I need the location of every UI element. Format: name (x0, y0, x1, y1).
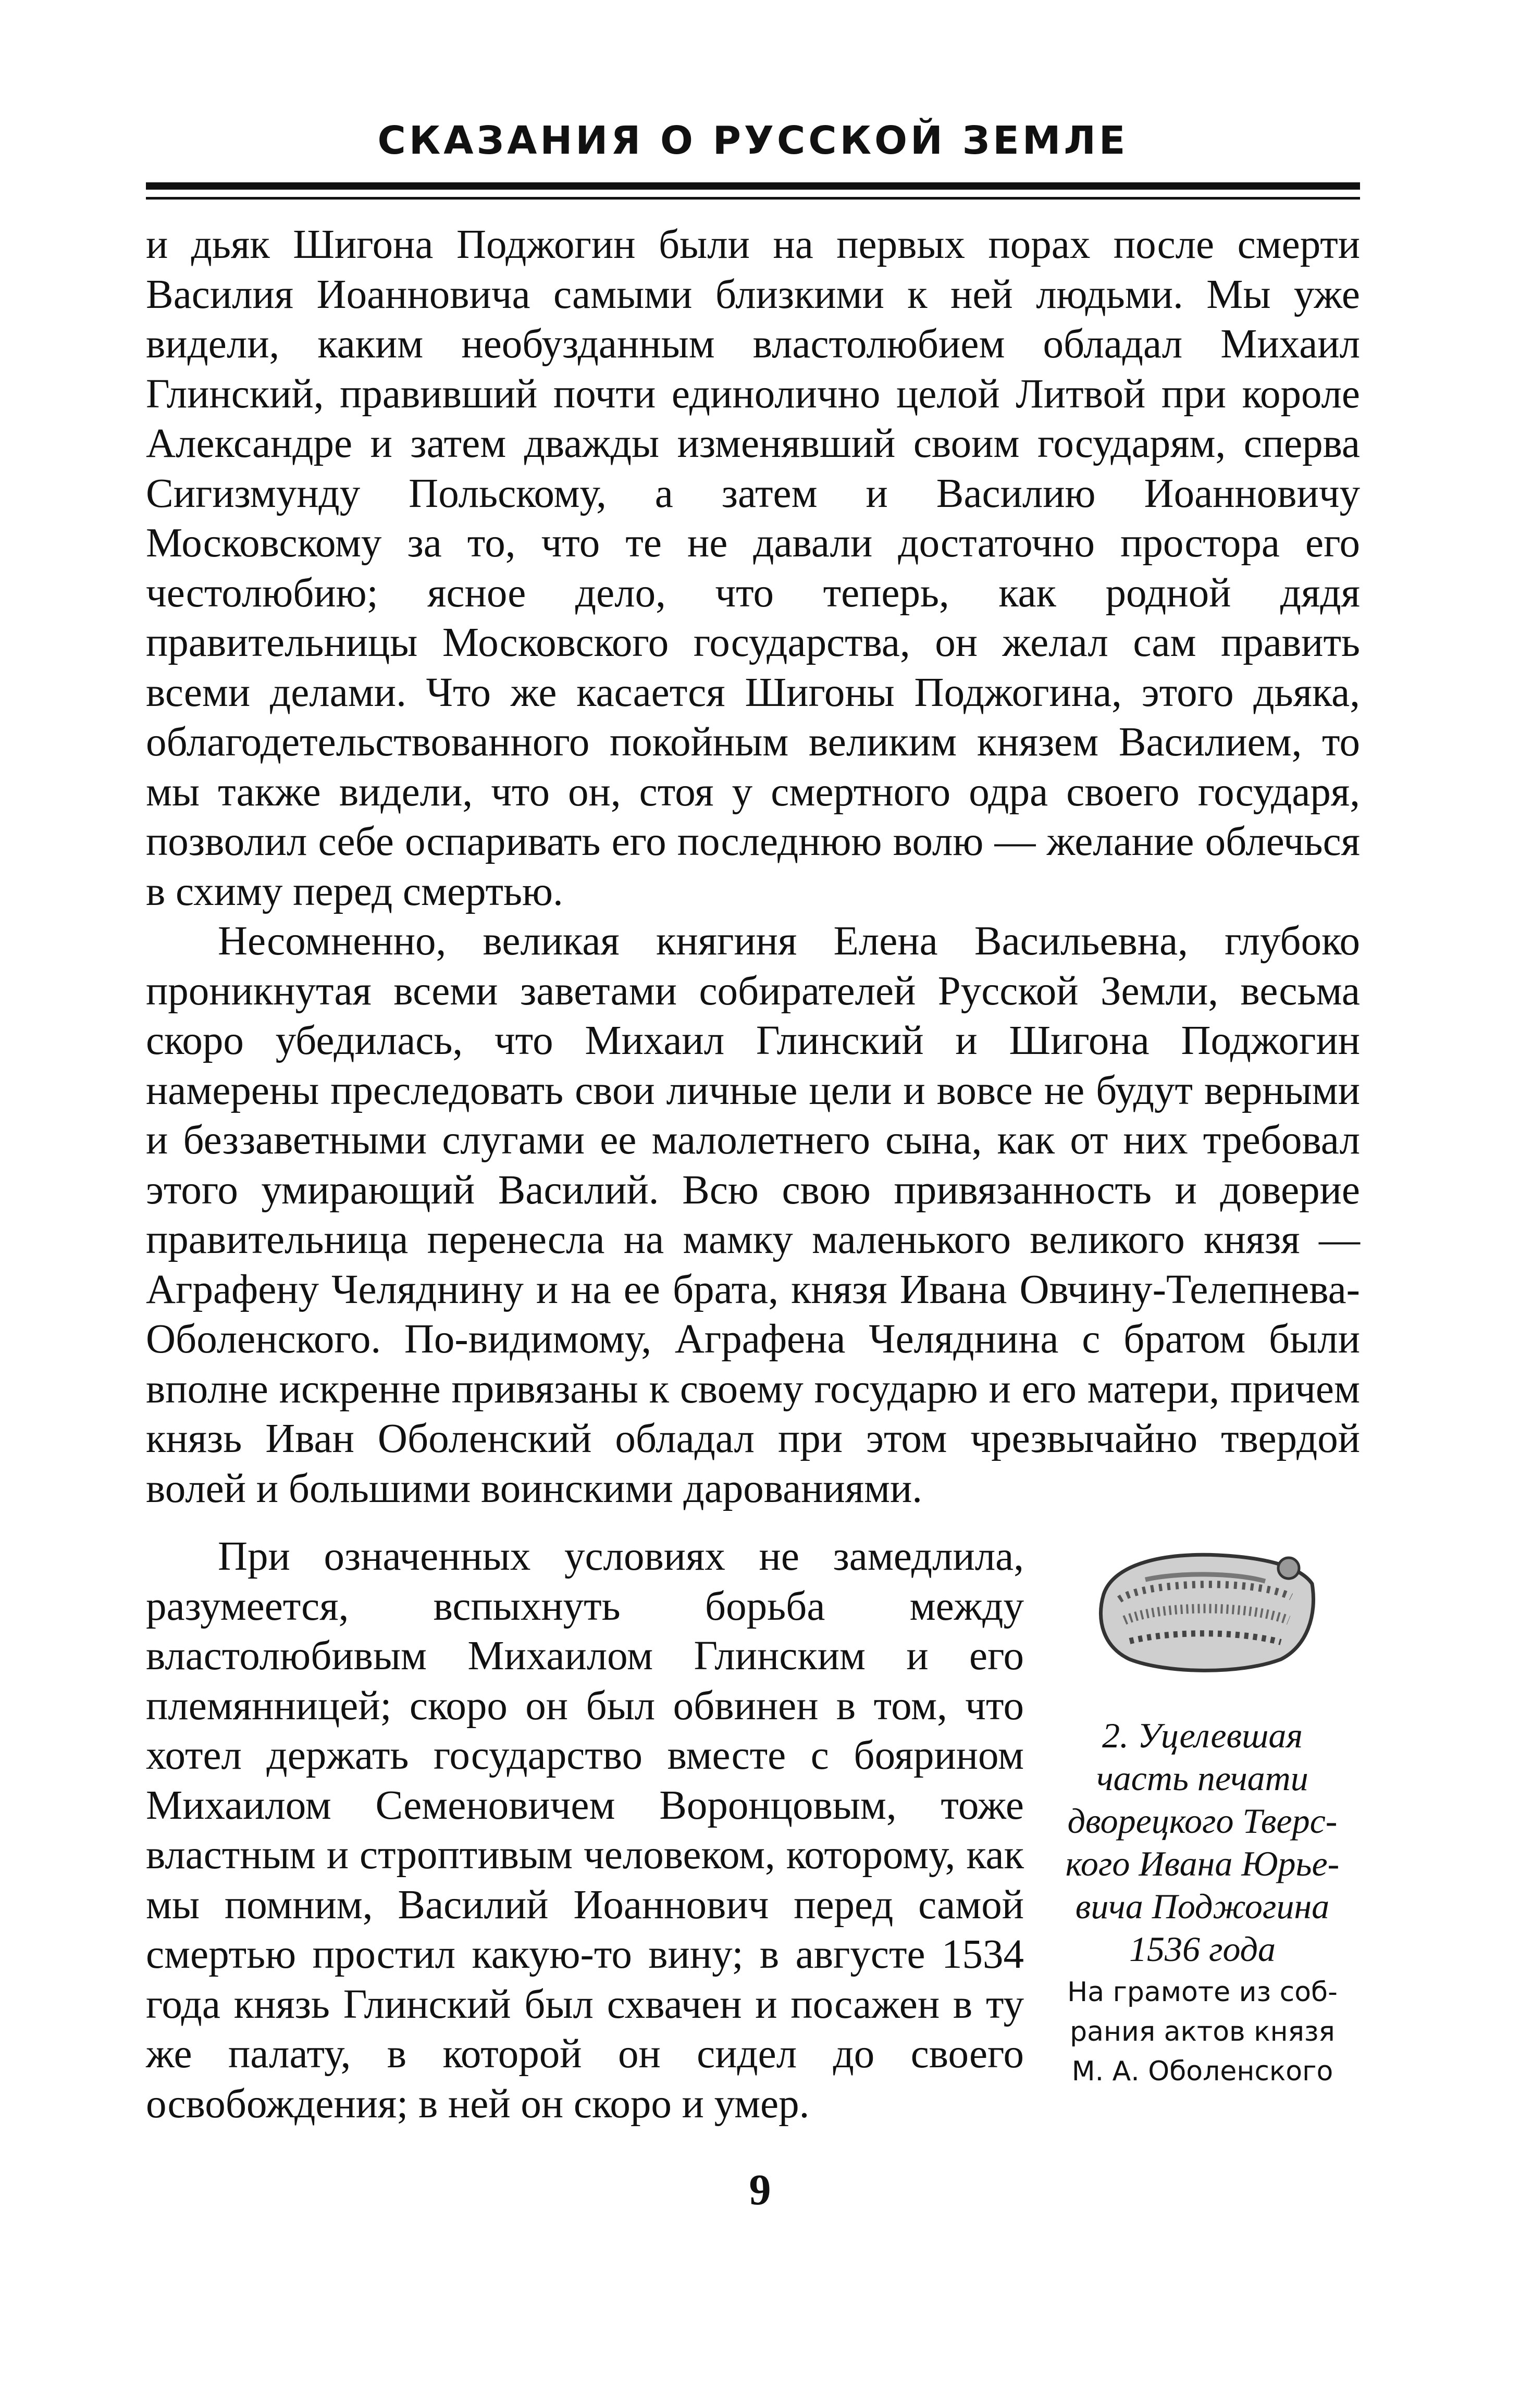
running-head: СКАЗАНИЯ О РУССКОЙ ЗЕМЛЕ (377, 118, 1129, 163)
header-rule-thick (146, 182, 1360, 190)
seal-fragment-image (1083, 1532, 1323, 1683)
figure-caption (1045, 1714, 1360, 1970)
caption-line: вича Поджогина (1075, 1886, 1330, 1926)
caption-line: 1536 года (1129, 1929, 1276, 1969)
page-number: 9 (749, 2166, 771, 2214)
source-line: М. А. Оболенского (1071, 2056, 1333, 2087)
figure-source-note (1045, 1972, 1360, 2091)
header-rule-thin (146, 197, 1360, 200)
caption-line: часть печати (1096, 1758, 1308, 1798)
paragraph-elena: Несомненно, великая княгиня Елена Васильевна, глубоко проникнутая всеми заветами собирателей Русской Земли, весьма скоро убедилась, что Михаил Глинский и Шигона Поджогин намерены преследовать свои личные цели и вовсе не будут верными и беззаветными слугами ее малолетнего сына, как от них требовал этого умирающий Василий. Всю свою привязанность и доверие правительница перенесла на мамку маленького великого князя — Аграфену Челяднину и на ее брата, князя Ивана Овчину-Телепнева-Оболенского. По-видимому, Аграфена Челяднина с братом были вполне искренне привязаны к своему государю и его матери, причем князь Иван Оболенский обладал при этом чрезвычайно твердой волей и большими воинскими дарованиями. (146, 918, 1360, 1511)
source-line: На грамоте из соб- (1067, 1977, 1338, 2008)
caption-line: кого Ивана Юрье- (1065, 1844, 1340, 1883)
caption-line: дворецкого Тверс- (1067, 1801, 1338, 1841)
caption-line: 2. Уцелевшая (1102, 1716, 1303, 1755)
main-text-column (146, 1532, 1024, 2129)
paragraph-continuation: и дьяк Шигона Поджогин были на первых порах после смерти Василия Иоанновича самыми близкими к ней людьми. Мы уже видели, каким необузданным властолюбием обладал Михаил Глинский, правивший почти единолично целой Литвой при короле Александре и затем дважды изменявший своим государям, сперва Сигизмунду Польскому, а затем и Василию Иоанновичу Московскому за то, что те не давали достаточно простора его честолюбию; ясное дело, что теперь, как родной дядя правительницы Московского государства, он желал сам править всеми делами. Что же касается Шигоны Поджогина, этого дьяка, облагодетельствованного покойным великим князем Василием, то мы также видели, что он, стоя у смертного одра своего государя, позволил себе оспаривать его последнюю волю — желание облечься в схиму перед смертью. (146, 222, 1360, 914)
main-text (146, 220, 1360, 1513)
source-line: рания актов князя (1070, 2016, 1335, 2047)
paragraph-glinsky: При означенных условиях не замедлила, разумеется, вспыхнуть борьба между властолюбивым Михаилом Глинским и его племянницей; скоро он был обвинен в том, что хотел держать государство вместе с боярином Михаилом Семеновичем Воронцовым, тоже властным и строптивым человеком, которому, как мы помним, Василий Иоаннович перед самой смертью простил какую-то вину; в августе 1534 года князь Глинский был схвачен и посажен в ту же палату, в которой он сидел до своего освобождения; в ней он скоро и умер. (146, 1534, 1024, 2127)
figure-seal (1045, 1532, 1360, 2091)
